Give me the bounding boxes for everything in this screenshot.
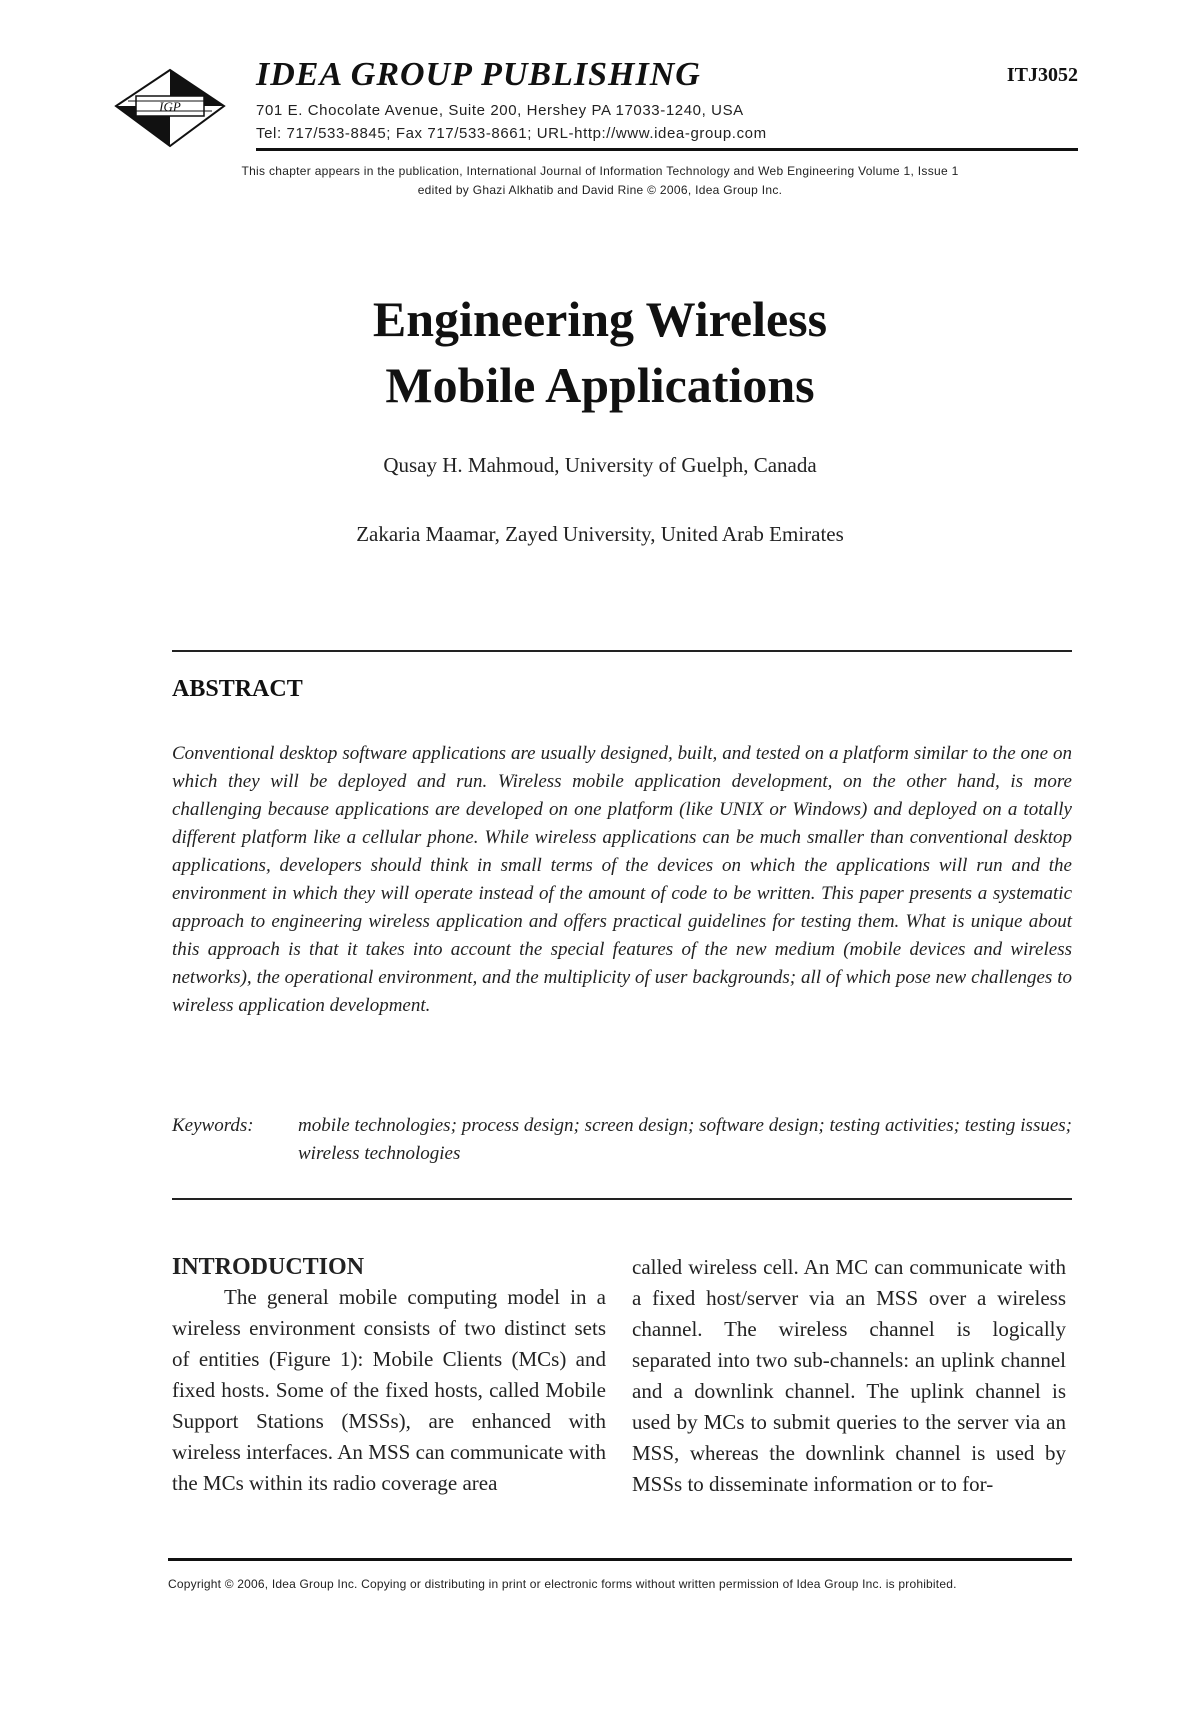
abstract-top-rule (172, 650, 1072, 652)
introduction-paragraph-left: The general mobile computing model in a wireless environment consists of two distinct sets of entities (Figure 1): Mobile Clients (MCs) and fixed hosts. Some of the fixed hosts, called Mobile Support Stations (MSSs), are enhanced with wireless interfaces. An MSS can communicate with the MCs within its radio coverage area (172, 1285, 606, 1495)
publisher-name: IDEA GROUP PUBLISHING (256, 56, 701, 93)
publication-note-line-1: This chapter appears in the publication, International Journal of Information Technology and Web Engineering Volume 1, Issue 1 (241, 164, 959, 178)
keywords-label: Keywords: (172, 1115, 254, 1136)
publisher-address: 701 E. Chocolate Avenue, Suite 200, Hershey PA 17033-1240, USA (256, 102, 744, 119)
publisher-logo (114, 68, 226, 148)
introduction-right-column (632, 1252, 1066, 1500)
abstract-heading: ABSTRACT (172, 676, 303, 702)
abstract-text: Conventional desktop software applications are usually designed, built, and tested on a platform similar to the one on which they will be deployed and run. Wireless mobile application development, on the other hand, is more challenging because applications are developed on one platform (like UNIX or Windows) and deployed on a totally different platform like a cellular phone. While wireless applications can be much smaller than conventional desktop applications, developers should think in small terms of the devices on which the applications will run and the environment in which they will operate instead of the amount of code to be written. This paper presents a systematic approach to engineering wireless application and offers practical guidelines for testing them. What is unique about this approach is that it takes into account the special features of the new medium (mobile devices and wireless networks), the operational environment, and the multiplicity of user backgrounds; all of which pose new challenges to wireless application development. (172, 743, 1072, 1016)
keywords-block (172, 1112, 1072, 1168)
title-line-1: Engineering Wireless (372, 291, 828, 347)
paper-title (0, 286, 1200, 418)
logo-text: IGP (159, 99, 181, 114)
title-line-2: Mobile Applications (385, 357, 815, 413)
header-rule (256, 148, 1078, 151)
publication-note-line-2: edited by Ghazi Alkhatib and David Rine © 2006, Idea Group Inc. (417, 183, 783, 197)
author-1: Qusay H. Mahmoud, University of Guelph, Canada (383, 453, 817, 477)
footer-rule (168, 1558, 1072, 1561)
author-2: Zakaria Maamar, Zayed University, United Arab Emirates (356, 522, 844, 546)
document-code: ITJ3052 (1006, 64, 1078, 86)
igp-logo-icon (114, 68, 226, 148)
abstract-bottom-rule (172, 1198, 1072, 1200)
publication-note (140, 162, 1060, 200)
copyright-notice: Copyright © 2006, Idea Group Inc. Copying or distributing in print or electronic forms without written permission of Idea Group Inc. is prohibited. (168, 1577, 957, 1591)
introduction-heading: INTRODUCTION (172, 1254, 365, 1280)
introduction-paragraph-right: called wireless cell. An MC can communicate with a fixed host/server via an MSS over a wireless channel. The wireless channel is logically separated into two sub-channels: an uplink channel and a downlink channel. The uplink channel is used by MCs to submit queries to the server via an MSS, whereas the downlink channel is used by MSSs to disseminate information or to for- (632, 1255, 1066, 1496)
publisher-contact: Tel: 717/533-8845; Fax 717/533-8661; URL-http://www.idea-group.com (256, 125, 767, 142)
introduction-left-column (172, 1252, 606, 1499)
keywords-text: mobile technologies; process design; screen design; software design; testing activities; testing issues; wireless technologies (298, 1115, 1072, 1164)
